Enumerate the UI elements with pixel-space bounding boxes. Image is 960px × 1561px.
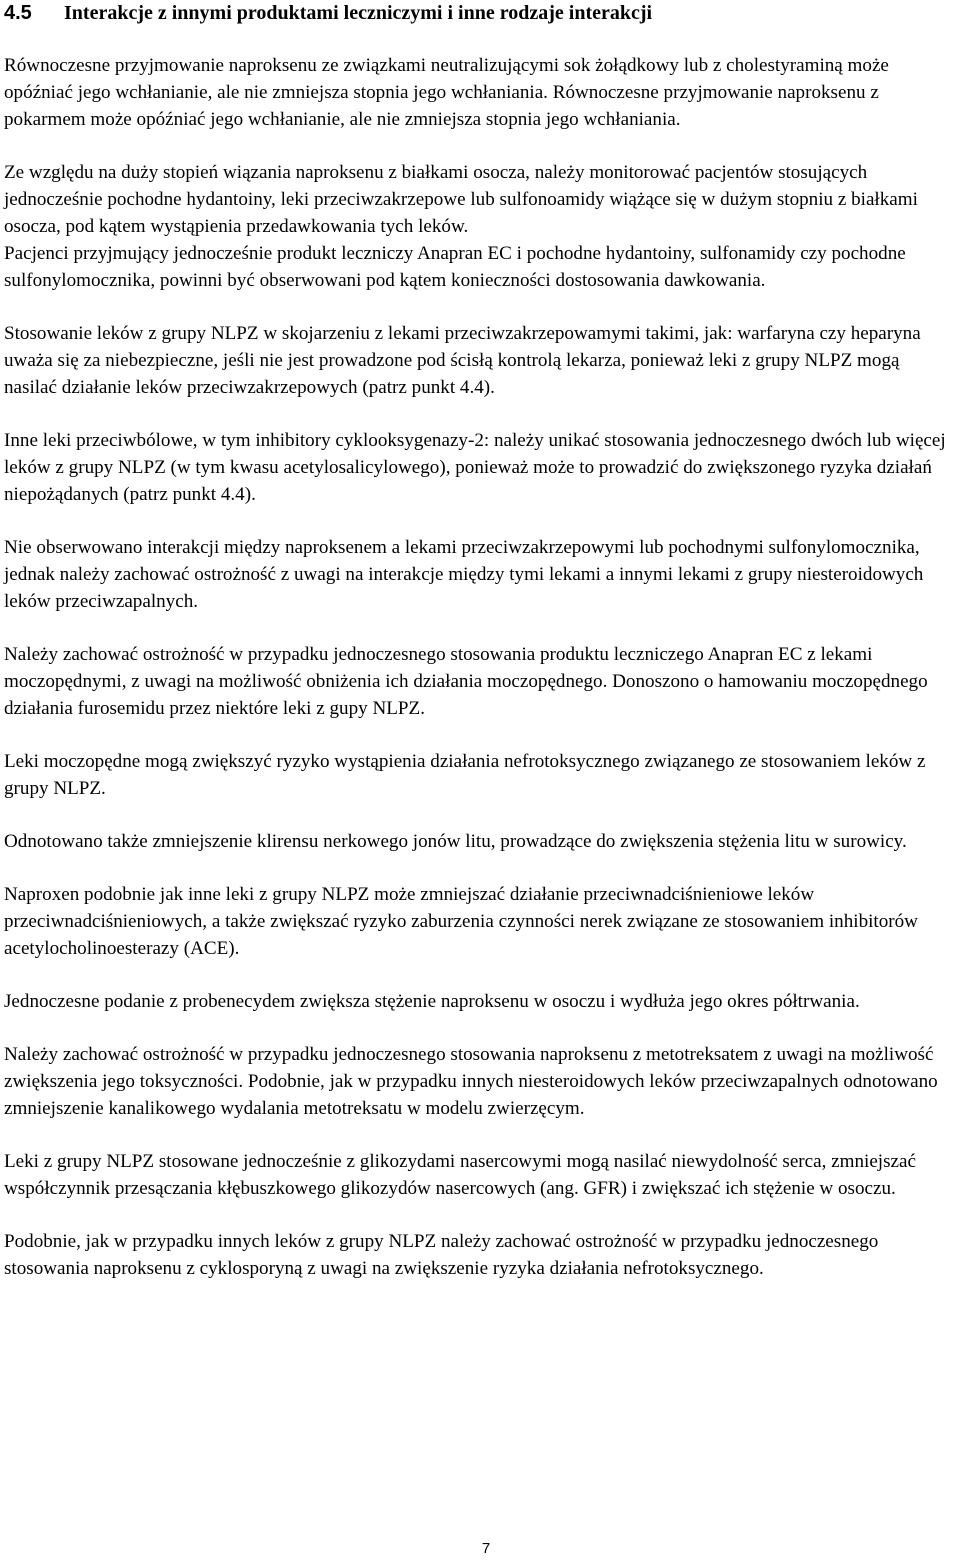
paragraph: Jednoczesne podanie z probenecydem zwiększa stężenie naproksenu w osoczu i wydłuża jego okres półtrwania. — [4, 991, 860, 1012]
paragraph: Należy zachować ostrożność w przypadku jednoczesnego stosowania produktu leczniczego Anapran EC z lekami moczopędnymi, z uwagi na możliwość obniżenia ich działania moczopędnego. Donoszono o hamowaniu moczopędnego działania furosemidu przez niektóre leki z gupy NLPZ. — [4, 644, 928, 719]
paragraph: Należy zachować ostrożność w przypadku jednoczesnego stosowania naproksenu z metotreksatem z uwagi na możliwość zwiększenia jego toksyczności. Podobnie, jak w przypadku innych niesteroidowych leków przeciwzapalnych odnotowano zmniejszenie kanalikowego wydalania metotreksatu w modelu zwierzęcym. — [4, 1044, 938, 1119]
paragraph: Równoczesne przyjmowanie naproksenu ze związkami neutralizującymi sok żołądkowy lub z cholestyraminą może opóźniać jego wchłanianie, ale nie zmniejsza stopnia jego wchłaniania. Równoczesne przyjmowanie naproksenu z pokarmem może opóźniać jego wchłanianie, ale nie zmniejsza stopnia jego wchłaniania. — [4, 55, 889, 130]
paragraph: Inne leki przeciwbólowe, w tym inhibitory cyklooksygenazy-2: należy unikać stosowania jednoczesnego dwóch lub więcej leków z grupy NLPZ (w tym kwasu acetylosalicylowego), ponieważ może to prowadzić do zwiększonego ryzyka działań niepożądanych (patrz punkt 4.4). — [4, 430, 946, 505]
paragraph: Nie obserwowano interakcji między naproksenem a lekami przeciwzakrzepowymi lub pochodnymi sulfonylomocznika, jednak należy zachować ostrożność z uwagi na interakcje między tymi lekami a innymi lekami z grupy niesteroidowych leków przeciwzapalnych. — [4, 537, 924, 612]
paragraph: Ze względu na duży stopień wiązania naproksenu z białkami osocza, należy monitorować pacjentów stosujących jednocześnie pochodne hydantoiny, leki przeciwzakrzepowe lub sulfonoamidy wiążące się w dużym stopniu z białkami osocza, pod kątem wystąpienia przedawkowania tych leków. — [4, 162, 918, 237]
paragraph: Leki moczopędne mogą zwiększyć ryzyko wystąpienia działania nefrotoksycznego związanego ze stosowaniem leków z grupy NLPZ. — [4, 751, 926, 799]
section-number: 4.5 — [4, 2, 32, 24]
paragraph: Pacjenci przyjmujący jednocześnie produkt leczniczy Anapran EC i pochodne hydantoiny, sulfonamidy czy pochodne sulfonylomocznika, powinni być obserwowani pod kątem konieczności dostosowania dawkowania. — [4, 243, 906, 291]
page-number: 7 — [481, 1540, 491, 1557]
paragraph: Leki z grupy NLPZ stosowane jednocześnie z glikozydami nasercowymi mogą nasilać niewydolność serca, zmniejszać współczynnik przesączania kłębuszkowego glikozydów nasercowych (ang. GFR) i zwiększać ich stężenie w osoczu. — [4, 1151, 916, 1199]
paragraph: Stosowanie leków z grupy NLPZ w skojarzeniu z lekami przeciwzakrzepowamymi takimi, jak: warfaryna czy heparyna uważa się za niebezpieczne, jeśli nie jest prowadzone pod ścisłą kontrolą lekarza, ponieważ leki z grupy NLPZ mogą nasilać działanie leków przeciwzakrzepowych (patrz punkt 4.4). — [4, 323, 921, 398]
section-heading — [4, 1, 652, 25]
paragraph: Podobnie, jak w przypadku innych leków z grupy NLPZ należy zachować ostrożność w przypadku jednoczesnego stosowania naproksenu z cyklosporyną z uwagi na zwiększenie ryzyka działania nefrotoksycznego. — [4, 1231, 879, 1279]
section-body — [4, 52, 956, 1308]
section-title: Interakcje z innymi produktami leczniczymi i inne rodzaje interakcji — [64, 2, 653, 24]
paragraph: Odnotowano także zmniejszenie klirensu nerkowego jonów litu, prowadzące do zwiększenia stężenia litu w surowicy. — [4, 831, 907, 852]
paragraph: Naproxen podobnie jak inne leki z grupy NLPZ może zmniejszać działanie przeciwnadciśnieniowe leków przeciwnadciśnieniowych, a także zwiększać ryzyko zaburzenia czynności nerek związane ze stosowaniem inhibitorów acetylocholinoesterazy (ACE). — [4, 884, 918, 959]
